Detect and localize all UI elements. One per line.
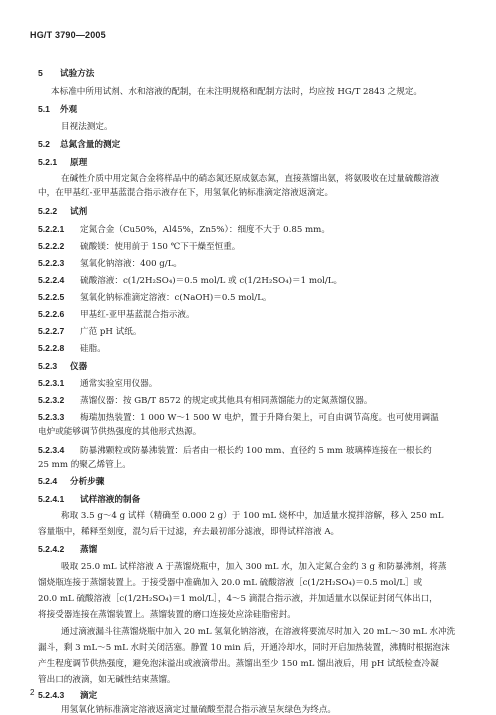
clause-text: 防暴沸颗粒或防暴沸装置：后者由一根长约 100 mm、直径约 5 mm 玻璃棒连接在一根长约 bbox=[80, 446, 432, 456]
clause-text: 通常实验室用仪器。 bbox=[80, 379, 158, 389]
clause-text: 用氢氧化钠标准滴定溶液返滴定过量硫酸至混合指示液呈灰绿色为终点。 bbox=[61, 705, 337, 715]
body-text-line bbox=[38, 659, 439, 669]
clause-number: 5.2.3.4 bbox=[38, 445, 65, 455]
clause-number: 5.2.3.1 bbox=[38, 378, 65, 388]
clause-number: 5.2.2.5 bbox=[38, 292, 65, 302]
body-text-line bbox=[38, 188, 333, 198]
body-text-line bbox=[61, 627, 455, 637]
clause-text: 目视法测定。 bbox=[61, 122, 113, 132]
clause-text: 吸取 25.0 mL 试样溶液 A 于蒸馏烧瓶中，加入 300 mL 水，加入定氮合金约 3 g 和防暴沸剂，将蒸 bbox=[61, 562, 447, 572]
clause-title: 试验方法 bbox=[60, 69, 95, 79]
body-text-line bbox=[61, 562, 446, 572]
body-text-line bbox=[38, 427, 201, 437]
body-text-line bbox=[61, 174, 439, 184]
clause-number: 5.2.2.3 bbox=[38, 258, 65, 268]
clause-text: 定氮合金（Cu50%，Al45%，Zn5%）：细度不大于 0.85 mm。 bbox=[80, 225, 330, 235]
page-number: 2 bbox=[30, 688, 35, 697]
body-text-line bbox=[38, 378, 157, 389]
clause-number: 5.2.3 bbox=[38, 361, 58, 371]
clause-number: 5.2.3.2 bbox=[38, 395, 65, 405]
clause-number: 5.2.2.8 bbox=[38, 343, 65, 353]
clause-text: 通过滴液漏斗往蒸馏烧瓶中加入 20 mL 氢氧化钠溶液，在溶液将要流尽时加入 20 mL～30 mL 水冲洗 bbox=[61, 627, 456, 637]
clause-number: 5.2.2.7 bbox=[38, 326, 65, 336]
clause-text: 电炉或能够调节供热强度的其他形式热源。 bbox=[38, 427, 202, 437]
clause-text: 甲基红-亚甲基蓝混合指示液。 bbox=[80, 310, 195, 320]
clause-text: 在碱性介质中用定氮合金将样品中的硝态氮还原成氨态氮，直接蒸馏出氨，将氨吸收在过量硫酸溶液 bbox=[61, 174, 440, 184]
clause-number: 5.2.2 bbox=[38, 206, 58, 216]
clause-text: 梅瑞加热装置：1 000 W～1 500 W 电炉，置于升降台架上，可自由调节高度。也可使用调温 bbox=[80, 413, 439, 423]
section-heading bbox=[38, 544, 97, 555]
section-heading bbox=[38, 157, 87, 168]
body-text-line bbox=[38, 224, 330, 235]
clause-text: 管出口的液滴，如无碱性结束蒸馏。 bbox=[38, 675, 176, 685]
body-text-line bbox=[38, 241, 240, 252]
section-heading bbox=[38, 494, 140, 505]
clause-number: 5.2.4.1 bbox=[38, 494, 65, 504]
clause-text: 氢氧化钠标准滴定溶液：c(NaOH)＝0.5 mol/L。 bbox=[80, 293, 272, 303]
clause-number: 5.2.2.1 bbox=[38, 224, 65, 234]
body-text-line bbox=[38, 309, 195, 320]
body-text-line bbox=[38, 610, 296, 620]
clause-text: 中，在甲基红-亚甲基蓝混合指示液存在下，用氢氧化钠标准滴定溶液返滴定。 bbox=[38, 188, 334, 198]
body-text-line bbox=[38, 527, 339, 537]
clause-number: 5.2.2.4 bbox=[38, 275, 65, 285]
body-text-line bbox=[61, 122, 113, 132]
clause-title: 分析步骤 bbox=[70, 477, 105, 487]
body-text-line bbox=[38, 292, 272, 303]
body-text-line bbox=[38, 445, 432, 456]
clause-title: 试样溶液的制备 bbox=[80, 495, 141, 505]
clause-title: 总氮含量的测定 bbox=[60, 140, 121, 150]
clause-text: 将接受器连接在蒸馏装置上。蒸馏装置的磨口连接处应涂硅脂密封。 bbox=[38, 610, 296, 620]
clause-text: 称取 3.5 g～4 g 试样（精确至 0.000 2 g）于 100 mL 烧杯中，加适量水搅拌溶解，移入 250 mL bbox=[61, 511, 444, 521]
body-text-line bbox=[38, 675, 176, 685]
clause-text: 蒸馏仪器：按 GB/T 8572 的规定或其他具有相同蒸馏能力的定氮蒸馏仪器。 bbox=[80, 396, 373, 406]
clause-text: 氢氧化钠溶液：400 g/L。 bbox=[80, 259, 182, 269]
clause-text: 25 mm 的聚乙烯管上。 bbox=[38, 460, 131, 470]
clause-number: 5.2.4 bbox=[38, 476, 58, 486]
body-text-line bbox=[38, 578, 422, 588]
body-text-line bbox=[38, 258, 182, 269]
clause-text: 硫酸镁：使用前于 150 ℃下干燥至恒重。 bbox=[80, 242, 241, 252]
body-text-line bbox=[61, 511, 443, 521]
clause-number: 5.2.4.2 bbox=[38, 544, 65, 554]
clause-number: 5.2.2.2 bbox=[38, 241, 65, 251]
clause-text: 硫酸溶液：c(1/2H₂SO₄)＝0.5 mol/L 或 c(1/2H₂SO₄)＝1 mol/L。 bbox=[80, 276, 343, 286]
clause-text: 馏烧瓶连接于蒸馏装置上。于接受器中准确加入 20.0 mL 硫酸溶液［c(1/2H₂SO₄)＝0.5 mol/L］或 bbox=[38, 578, 423, 588]
clause-text: 本标准中所用试剂、水和溶液的配制，在未注明规格和配制方法时，均应按 HG/T 2843 之规定。 bbox=[51, 87, 423, 97]
clause-text: 硅脂。 bbox=[80, 344, 106, 354]
clause-title: 仪器 bbox=[70, 362, 88, 372]
clause-number: 5.2.4.3 bbox=[38, 690, 65, 700]
clause-number: 5 bbox=[38, 68, 43, 78]
clause-title: 试剂 bbox=[70, 207, 88, 217]
clause-title: 蒸馏 bbox=[80, 545, 98, 555]
clause-title: 外观 bbox=[60, 105, 78, 115]
body-text-line bbox=[38, 594, 438, 604]
clause-number: 5.2.3.3 bbox=[38, 412, 65, 422]
body-text-line bbox=[38, 275, 342, 286]
section-heading bbox=[38, 139, 120, 150]
clause-text: 广范 pH 试纸。 bbox=[80, 327, 142, 337]
section-heading bbox=[38, 690, 97, 701]
clause-title: 滴定 bbox=[80, 691, 98, 701]
clause-text: 容量瓶中，稀释至刻度，混匀后干过滤，弃去最初部分滤液，即得试样溶液 A。 bbox=[38, 527, 340, 537]
body-text-line bbox=[38, 412, 439, 423]
clause-title: 原理 bbox=[70, 158, 88, 168]
clause-text: 20.0 mL 硫酸溶液［c(1/2H₂SO₄)＝1 mol/L］，4～5 滴混合指示液，并加适量水以保证封闭气体出口， bbox=[38, 594, 438, 604]
clause-text: 漏斗，剩 3 mL～5 mL 水时关闭活塞。静置 10 min 后，开通冷却水，同时开启加热装置，沸腾时根据泡沫 bbox=[38, 643, 450, 653]
body-text-line bbox=[51, 87, 422, 97]
section-heading bbox=[38, 68, 94, 79]
clause-text: 产生程度调节供热强度，避免泡沫溢出或液滴带出。蒸馏出至少 150 mL 馏出液后，用 pH 试纸检查冷凝 bbox=[38, 659, 439, 669]
clause-number: 5.2.1 bbox=[38, 157, 58, 167]
body-text-line bbox=[38, 395, 373, 406]
section-heading bbox=[38, 104, 77, 115]
section-heading bbox=[38, 361, 87, 372]
section-heading bbox=[38, 206, 87, 217]
body-text-line bbox=[38, 460, 131, 470]
clause-number: 5.2 bbox=[38, 139, 50, 149]
body-text-line bbox=[38, 326, 141, 337]
clause-number: 5.2.2.6 bbox=[38, 309, 65, 319]
clause-number: 5.1 bbox=[38, 104, 50, 114]
standard-number-header: HG/T 3790—2005 bbox=[30, 30, 106, 40]
body-text-line bbox=[38, 643, 450, 653]
body-text-line bbox=[38, 343, 106, 354]
section-heading bbox=[38, 476, 104, 487]
